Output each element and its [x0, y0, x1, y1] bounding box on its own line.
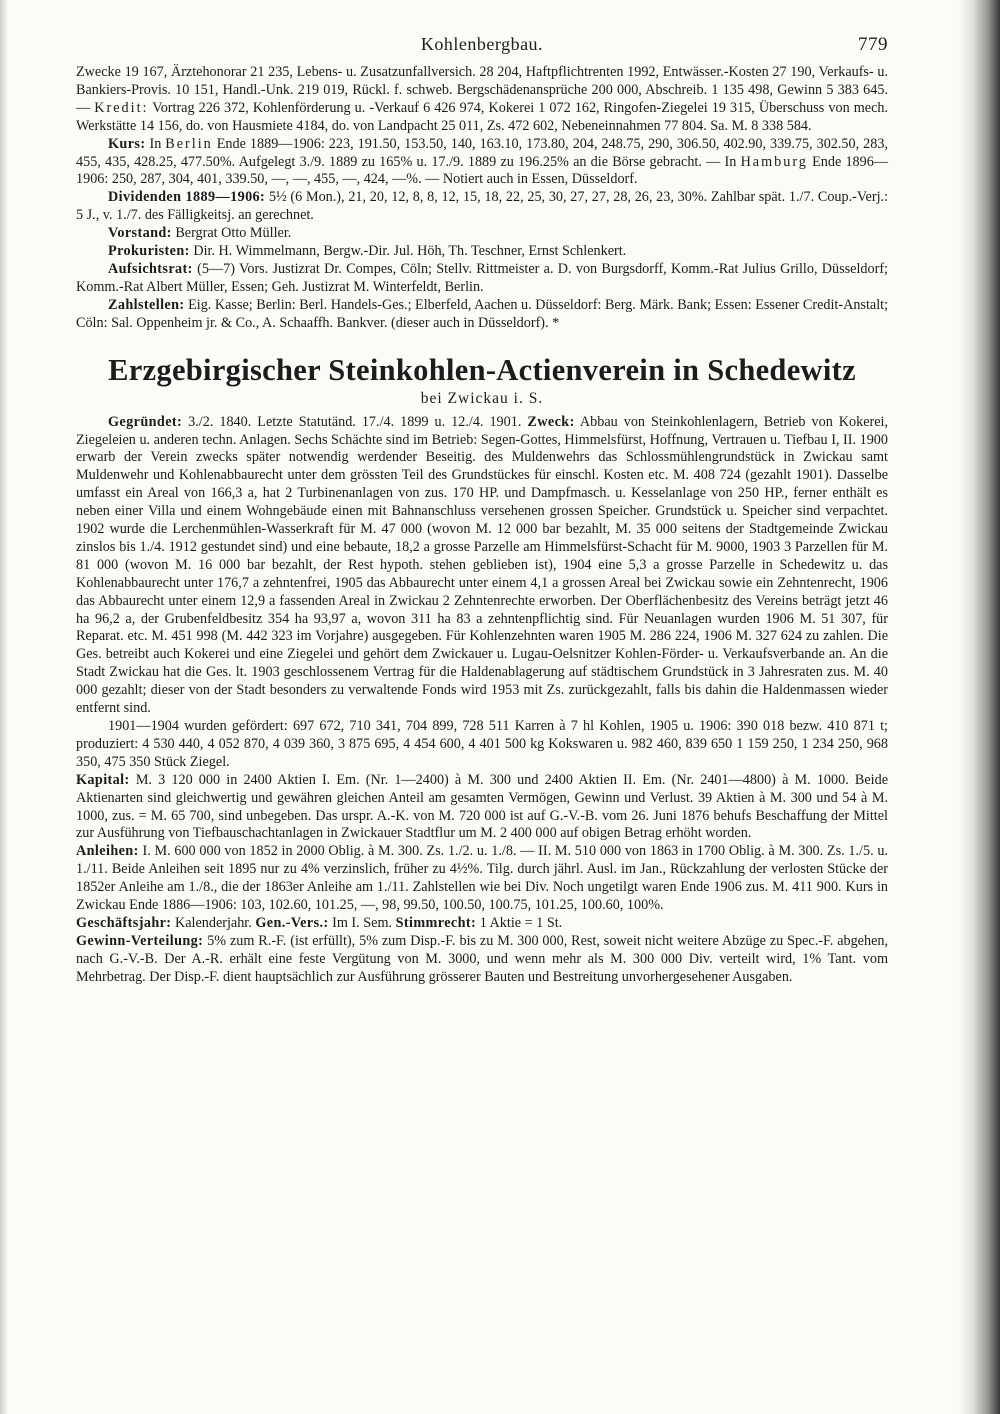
- dividenden-paragraph: [76, 189, 888, 225]
- page-number: 779: [858, 34, 888, 55]
- dividenden-label: Dividenden 1889—1906:: [108, 189, 266, 206]
- zweck-text: Abbau von Steinkohlenlagern, Betrieb von Kokerei, Ziegeleien u. anderen techn. Anlagen. Sechs Schächte sind im Betrieb: Segen-Gottes, Himmelsfürst, Hoffnung, Vertrauen u. Tiefbau I, II. 1900 erwarb der Verein zwecks später notwendig werdender Beseitig. des Muldenwehrs das Schlossmühlengrundstück in Zwickau samt Muldenwehr und Kohlenabbaurecht unter dem grössten Teil des Grundstückes für einschl. Kosten etc. M. 408 724 (gezahlt 1901). Dasselbe umfasst ein Areal von 166,3 a, hat 2 Turbinenanlagen von zus. 170 HP. und Dampfmasch. u. Kesselanlage von 250 HP., ferner enthält es neben einer Villa und einem Wohngebäude einen mit Bahnanschluss versehenen grossen Speicher. Grundstück u. Speicher sind verpachtet. 1902 wurde die Lerchenmühlen-Wasserkraft für M. 47 000 (wovon M. 12 000 bar bezahlt, M. 35 000 seitens der Stadtgemeinde Zwickau zinslos bis 1./4. 1912 gestundet sind) und eine bebaute, 18,2 a grosse Parzelle am Himmelsfürst-Schacht für M. 9000, 1903 3 Parzellen für M. 81 000 (wovon M. 16 000 bar bezahlt, der Rest hypoth. stehen geblieben ist), 1904 eine 5,3 a grosse Parzelle in Schedewitz u. das Kohlenabbaurecht unter 176,7 a zehntenfrei, 1905 das Abbaurecht unter einem 4,1 a grossen Areal bei Zwickau sowie ein Zehntenrecht, 1906 das Abbaurecht unter einem 12,9 a fassenden Areal in Zwickau 2 Zehntenrechte erworben. Der Oberflächenbesitz des Vereins beträgt jetzt 46 ha 96,2 a, der Grubenfeldbesitz 354 ha 93,97 a, wovon 311 ha 83 a zehntenpflichtig sind. Für Neuanlagen wurden 1906 M. 51 307, für Reparat. etc. M. 451 998 (M. 442 323 im Vorjahre) ausgegeben. Für Kohlenzehnten waren 1905 M. 286 224, 1906 M. 327 624 zu zahlen. Die Ges. betreibt auch Kokerei und eine Ziegelei und gehört dem Zwickauer u. Lugau-Oelsnitzer Kohlen-Förder- u. Verkaufsverbande an. An die Stadt Zwickau hat die Ges. lt. 1903 geschlossenem Vertrag für die Haldenablagerung auf städtischem Grundstück in 3 Jahresraten zus. M. 40 000 gezahlt; dieser von der Stadt besonders zu verwaltende Fonds wird 1953 mit Zs. zurückgezahlt, falls bis dahin die Haldenmassen wieder entfernt sind.: [76, 413, 889, 717]
- dividenden-text: 5½ (6 Mon.), 21, 20, 12, 8, 8, 12, 15, 18, 22, 25, 30, 27, 27, 28, 26, 23, 30%. Zahlbar spät. 1./7. Coup.-Verj.: 5 J., v. 1./7. des Fälligkeitsj. an gerechnet.: [76, 189, 889, 224]
- prokuristen-paragraph: [76, 243, 888, 261]
- zahlstellen-paragraph: [76, 297, 888, 333]
- anleihen-text: I. M. 600 000 von 1852 in 2000 Oblig. à M. 300. Zs. 1./2. u. 1./8. — II. M. 510 000 von 1863 in 1700 Oblig. à M. 300. Zs. 1./5. u. 1./11. Beide Anleihen seit 1895 nur zu 4% verzinslich, früher zu 4½%. Tilg. durch jährl. Ausl. im Jan., Rückzahlung der verlosten Stücke der 1852er Anleihe am 1./8., die der 1863er Anleihe am 1./11. Zahlstellen wie bei Div. Noch ungetilgt waren Ende 1906 zus. M. 411 900. Kurs in Zwickau Ende 1886—1906: 103, 102.60, 101.25, —, 98, 99.50, 100.50, 100.75, 101.25, 100.60, 100%.: [76, 843, 888, 914]
- geschaeftsjahr-label: Geschäftsjahr:: [76, 914, 172, 931]
- gegruendet-label: Gegründet:: [108, 413, 183, 430]
- kurs-text-1: In: [149, 135, 162, 152]
- geschaeftsjahr-text: Kalenderjahr.: [174, 914, 252, 931]
- foerderung-paragraph: [76, 718, 888, 772]
- stimmrecht-label: Stimmrecht:: [395, 914, 477, 931]
- kredit-text: Vortrag 226 372, Kohlenförderung u. -Verkauf 6 426 974, Kokerei 1 072 162, Ringofen-Ziegelei 19 315, Überschuss von mech. Werkstätte 14 156, do. von Hausmiete 4184, do. von Landpacht 25 011, Zs. 472 602, Nebeneinnahmen 77 804. Sa. M. 8 338 584.: [76, 99, 889, 134]
- kurs-city-hamburg: Hamburg: [740, 153, 808, 170]
- document-page: [76, 34, 888, 987]
- gewinn-verteilung-paragraph: [76, 933, 888, 987]
- vorstand-paragraph: [76, 225, 888, 243]
- prokuristen-label: Prokuristen:: [108, 243, 190, 260]
- geschaeftsjahr-line: [76, 915, 888, 933]
- vorstand-text: Bergrat Otto Müller.: [175, 225, 292, 242]
- gegruendet-text: 3./2. 1840. Letzte Statutänd. 17./4. 1899 u. 12./4. 1901.: [188, 413, 522, 430]
- aufsichtsrat-paragraph: [76, 261, 888, 297]
- kurs-paragraph: [76, 136, 888, 190]
- kurs-text-2: Ende 1889—1906: 223, 191.50, 153.50, 140, 163.10, 173.80, 204, 248.75, 290, 306.50, 402.90, 339.75, 302.50, 283, 455, 435, 428.25, 477.50%. Aufgelegt 3./9. 1889 zu 165% u. 17./9. 1889 zu 196.25% an die Börse gebracht. — In: [76, 135, 888, 170]
- kurs-label: Kurs:: [108, 135, 146, 152]
- scan-edge-left: [0, 0, 8, 1414]
- book-binding-shadow: [958, 0, 1000, 1414]
- zahlstellen-text: Eig. Kasse; Berlin: Berl. Handels-Ges.; Elberfeld, Aachen u. Düsseldorf: Berg. Märk. Bank; Essen: Essener Credit-Anstalt; Cöln: Sal. Oppenheim jr. & Co., A. Schaaffh. Bankver. (dieser auch in Düsseldorf). *: [76, 296, 889, 331]
- aufsichtsrat-label: Aufsichtsrat:: [108, 260, 193, 277]
- gewinn-text: 5% zum R.-F. (ist erfüllt), 5% zum Disp.-F. bis zu M. 300 000, Rest, soweit nicht weitere Abzüge zu Spec.-F. abgehen, nach G.-V.-B. Der A.-R. erhält eine feste Vergütung von M. 3000, und wenn mehr als M. 300 000 Div. verteilt wird, 1% Tant. vom Mehrbetrag. Der Disp.-F. dient hauptsächlich zur Ausführung grösserer Bauten und Bestreitung unvorhergesehener Ausgaben.: [76, 932, 889, 985]
- gewinn-label: Gewinn-Verteilung:: [76, 932, 204, 949]
- company-location: bei Zwickau i. S.: [420, 389, 544, 407]
- kapital-paragraph: [76, 772, 888, 844]
- previous-entry-continuation: [76, 64, 888, 136]
- company-description: [76, 414, 888, 718]
- kredit-label: Kredit:: [94, 99, 149, 116]
- aufsichtsrat-text: (5—7) Vors. Justizrat Dr. Compes, Cöln; Stellv. Rittmeister a. D. von Burgsdorff, Komm.-Rat Julius Grillo, Düsseldorf; Komm.-Rat Albert Müller, Essen; Geh. Justizrat M. Winterfeldt, Berlin.: [76, 260, 889, 295]
- genvers-label: Gen.-Vers.:: [255, 914, 329, 931]
- anleihen-paragraph: [76, 843, 888, 915]
- foerderung-text: 1901—1904 wurden gefördert: 697 672, 710 341, 704 899, 728 511 Karren à 7 hl Kohlen, 1905 u. 1906: 390 018 bezw. 410 871 t; produziert: 4 530 440, 4 052 870, 4 039 360, 3 875 695, 4 454 600, 4 401 500 kg Kokswaren u. 982 460, 839 650 1 159 250, 1 234 250, 968 350, 475 350 Stück Ziegel.: [76, 718, 888, 770]
- kapital-label: Kapital:: [76, 771, 130, 788]
- zweck-label: Zweck:: [527, 413, 575, 430]
- company-title: Erzgebirgischer Steinkohlen-Actienverein in Schedewitz: [108, 352, 856, 387]
- stimmrecht-text: 1 Aktie = 1 St.: [479, 914, 563, 931]
- kapital-text: M. 3 120 000 in 2400 Aktien I. Em. (Nr. 1—2400) à M. 300 und 2400 Aktien II. Em. (Nr. 2401—4800) à M. 1000. Beide Aktienarten sind gleichwertig und gewähren gleichen Anteil am gesamten Vermögen, Gewinn und Verlust. 39 Aktien à M. 300 und 54 à M. 1000, zus. = M. 65 700, sind unbegeben. Das urspr. A.-K. von M. 720 000 ist auf G.-V.-B. vom 26. Juni 1876 behufs Beschaffung der Mittel zur Ausführung von Tiefbauschachtanlagen in Zwickauer Stadtflur um M. 2 400 000 auf obigen Betrag erhöht worden.: [76, 771, 889, 842]
- prokuristen-text: Dir. H. Wimmelmann, Bergw.-Dir. Jul. Höh, Th. Teschner, Ernst Schlenkert.: [193, 243, 627, 260]
- zahlstellen-label: Zahlstellen:: [108, 296, 185, 313]
- running-title: Kohlenbergbau.: [420, 34, 544, 54]
- genvers-text: Im I. Sem.: [332, 914, 393, 931]
- expenses-text: Zwecke 19 167, Ärztehonorar 21 235, Lebens- u. Zusatzunfallversich. 28 204, Haftpflichtrenten 1992, Entwässer.-Kosten 27 190, Verkaufs- u. Bankiers-Provis. 10 151, Handl.-Unk. 219 019, Rückl. f. schweb. Bergschädenansprüche 200 000, Abschreib. 1 135 498, Gewinn 5 383 645. —: [76, 64, 888, 116]
- page-header: [76, 34, 888, 64]
- kurs-city-berlin: Berlin: [165, 135, 213, 152]
- kurs-text-3: Ende 1896—1906: 250, 287, 304, 401, 339.50, —, —, 455, —, 424, —%. — Notiert auch in Essen, Düsseldorf.: [76, 153, 889, 188]
- anleihen-label: Anleihen:: [76, 843, 139, 860]
- vorstand-label: Vorstand:: [108, 225, 172, 242]
